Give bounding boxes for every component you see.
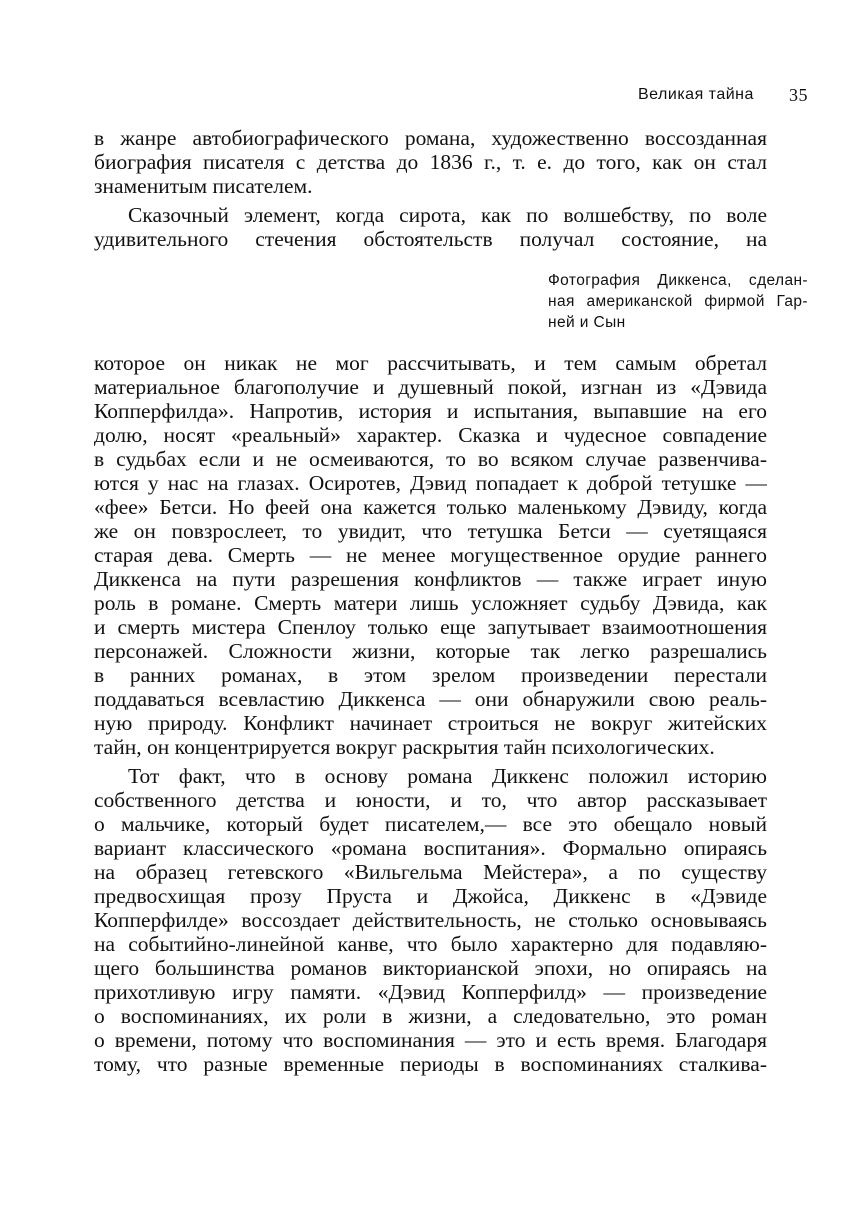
text-line: удивительного стечения обстоятельств получал состояние, на [94, 227, 767, 251]
text-line: в ранних романах, в этом зрелом произведении перестали [94, 663, 767, 687]
paragraph-first-line: Сказочный элемент, когда сирота, как по волшебству, по воле [128, 203, 767, 227]
text-line: о воспоминаниях, их роли в жизни, а следовательно, это роман [94, 1004, 767, 1028]
text-line: персонажей. Сложности жизни, которые так легко разрешались [94, 639, 767, 663]
text-line: о мальчике, который будет писателем,— все это обещало новый [94, 812, 767, 836]
text-line: же он повзрослеет, то увидит, что тетушка Бетси — суетящаяся [94, 519, 767, 543]
text-line: прихотливую игру памяти. «Дэвид Копперфилд» — произведение [94, 980, 767, 1004]
text-line: поддаваться всевластию Диккенса — они обнаружили свою реаль- [94, 687, 767, 711]
photo-caption-line: ней и Сын [548, 314, 626, 331]
text-line: биография писателя с детства до 1836 г., т. е. до того, как он стал [94, 150, 767, 174]
running-head-title: Великая тайна [638, 86, 754, 103]
text-line: Копперфилда». Напротив, история и испытания, выпавшие на его [94, 399, 767, 423]
text-line: на событийно-линейной канве, что было характерно для подавляю- [94, 932, 767, 956]
paragraph-first-line: Тот факт, что в основу романа Диккенс положил историю [128, 764, 767, 788]
text-line: роль в романе. Смерть матери лишь усложняет судьбу Дэвида, как [94, 591, 767, 615]
text-line: в судьбах если и не осмеиваются, то во всяком случае развенчива- [94, 447, 767, 471]
text-line: в жанре автобиографического романа, художественно воссозданная [94, 126, 767, 150]
text-line: старая дева. Смерть — не менее могущественное орудие раннего [94, 543, 767, 567]
text-line: и смерть мистера Спенлоу только еще запутывает взаимоотношения [94, 615, 767, 639]
text-line: ются у нас на глазах. Осиротев, Дэвид попадает к доброй тетушке — [94, 471, 767, 495]
text-line: собственного детства и юности, и то, что автор рассказывает [94, 788, 767, 812]
text-line: материальное благополучие и душевный покой, изгнан из «Дэвида [94, 375, 767, 399]
photo-caption-line: Фотография Диккенса, сделан- [548, 272, 808, 289]
text-line: щего большинства романов викторианской эпохи, но опираясь на [94, 956, 767, 980]
text-line: «фее» Бетси. Но феей она кажется только маленькому Дэвиду, когда [94, 495, 767, 519]
text-line: знаменитым писателем. [94, 174, 313, 198]
text-line: на образец гетевского «Вильгельма Мейстера», а по существу [94, 860, 767, 884]
page-number: 35 [789, 85, 808, 105]
text-line: которое он никак не мог рассчитывать, и тем самым обретал [94, 351, 767, 375]
text-line: тому, что разные временные периоды в воспоминаниях сталкива- [94, 1052, 767, 1076]
text-line: Копперфилде» воссоздает действительность, не столько основываясь [94, 908, 767, 932]
photo-caption-line: ная американской фирмой Гар- [548, 293, 808, 310]
text-line: Диккенса на пути разрешения конфликтов — также играет иную [94, 567, 767, 591]
text-line: тайн, он концентрируется вокруг раскрытия тайн психологических. [94, 735, 715, 759]
text-line: вариант классического «романа воспитания». Формально опираясь [94, 836, 767, 860]
text-line: ную природу. Конфликт начинает строиться не вокруг житейских [94, 711, 767, 735]
text-line: предвосхищая прозу Пруста и Джойса, Диккенс в «Дэвиде [94, 884, 767, 908]
text-line: долю, носят «реальный» характер. Сказка и чудесное совпадение [94, 423, 767, 447]
text-line: о времени, потому что воспоминания — это и есть время. Благодаря [94, 1028, 767, 1052]
